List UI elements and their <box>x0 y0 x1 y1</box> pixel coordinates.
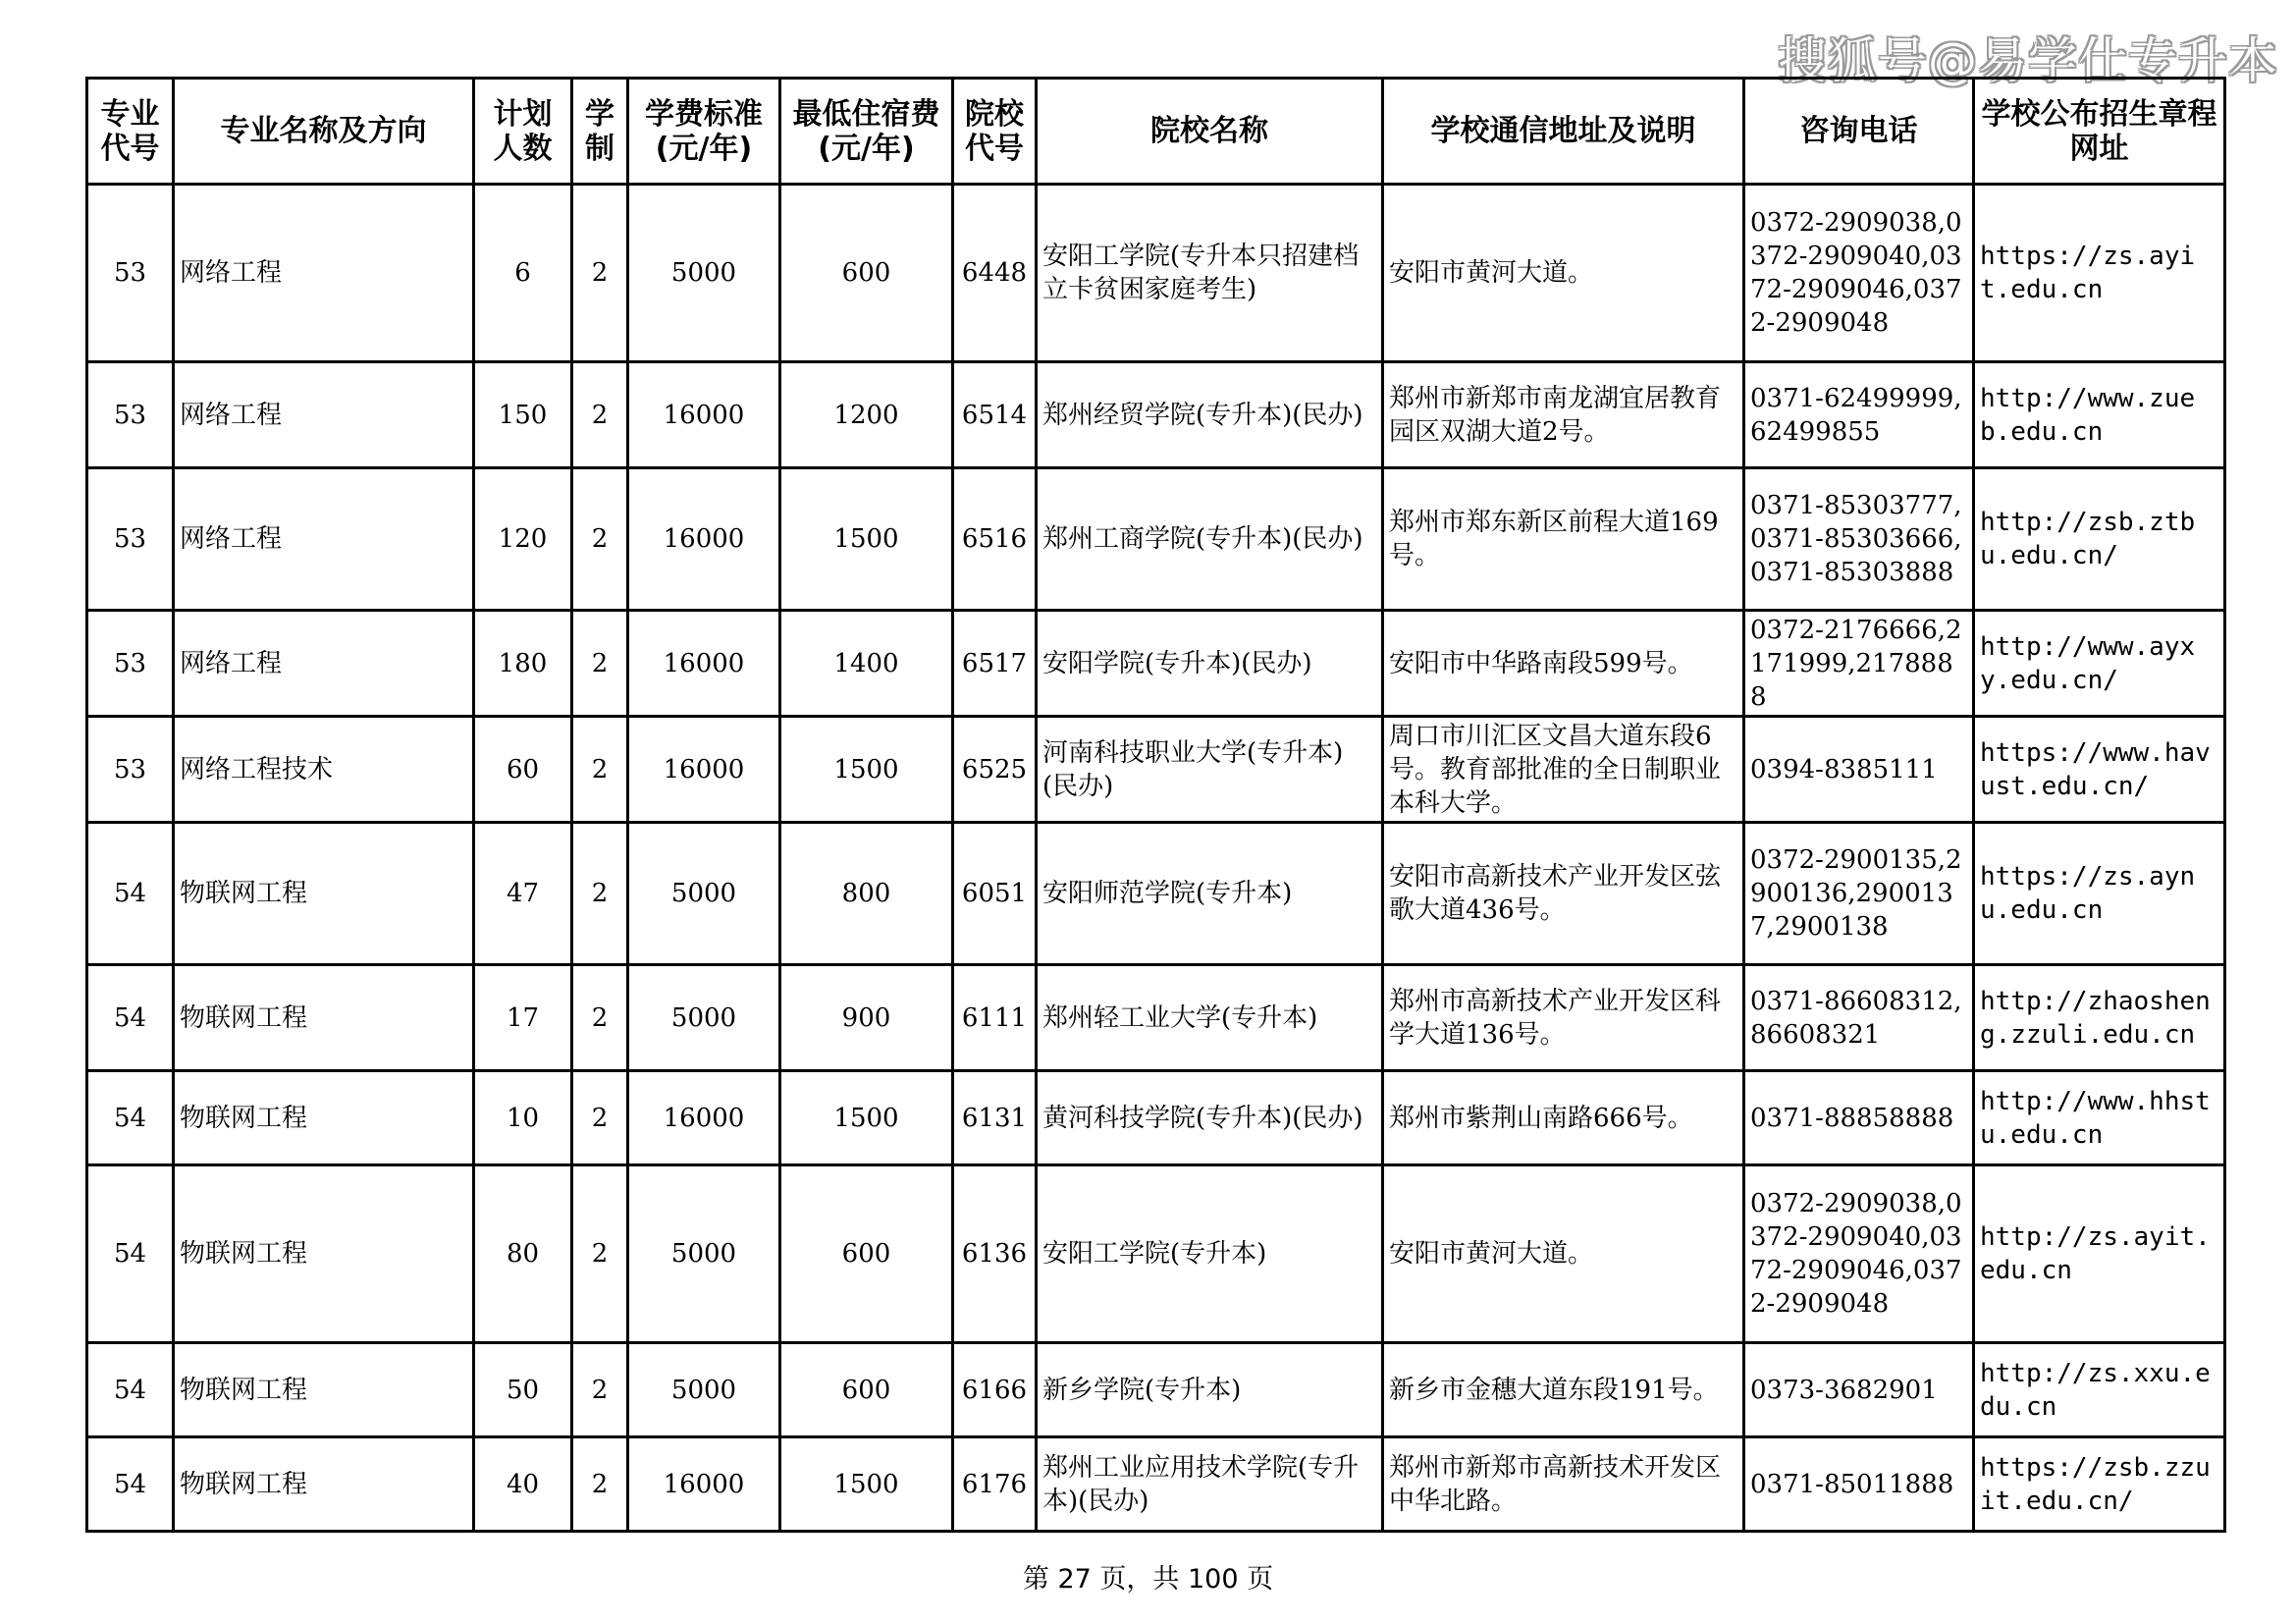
cell-plan: 6 <box>474 185 572 362</box>
cell-code: 54 <box>87 1437 174 1532</box>
cell-years: 2 <box>572 611 628 717</box>
cell-code: 53 <box>87 185 174 362</box>
cell-years: 2 <box>572 1071 628 1165</box>
table-row <box>87 1437 2225 1532</box>
cell-dorm: 600 <box>780 1343 953 1437</box>
cell-school-code: 6517 <box>953 611 1037 717</box>
cell-school: 郑州工业应用技术学院(专升本)(民办) <box>1037 1437 1383 1532</box>
cell-school-code: 6176 <box>953 1437 1037 1532</box>
cell-phone: 0371-88858888 <box>1744 1071 1974 1165</box>
cell-school: 郑州工商学院(专升本)(民办) <box>1037 468 1383 611</box>
cell-major: 物联网工程 <box>174 1165 474 1343</box>
cell-dorm: 1500 <box>780 1071 953 1165</box>
cell-plan: 10 <box>474 1071 572 1165</box>
cell-tuition: 5000 <box>628 185 780 362</box>
table-row <box>87 1165 2225 1343</box>
cell-tuition: 5000 <box>628 1165 780 1343</box>
header-dorm: 最低住宿费(元/年) <box>780 79 953 185</box>
cell-address: 周口市川汇区文昌大道东段6号。教育部批准的全日制职业本科大学。 <box>1383 717 1744 823</box>
table-row <box>87 468 2225 611</box>
cell-tuition: 16000 <box>628 468 780 611</box>
cell-school: 郑州经贸学院(专升本)(民办) <box>1037 362 1383 468</box>
cell-school: 安阳师范学院(专升本) <box>1037 823 1383 965</box>
header-school: 院校名称 <box>1037 79 1383 185</box>
cell-tuition: 16000 <box>628 717 780 823</box>
cell-code: 53 <box>87 362 174 468</box>
cell-url: http://www.ayxy.edu.cn/ <box>1974 611 2225 717</box>
cell-address: 郑州市高新技术产业开发区科学大道136号。 <box>1383 965 1744 1071</box>
cell-plan: 17 <box>474 965 572 1071</box>
cell-url: http://zs.ayit.edu.cn <box>1974 1165 2225 1343</box>
cell-code: 53 <box>87 468 174 611</box>
cell-dorm: 600 <box>780 1165 953 1343</box>
cell-address: 郑州市新郑市高新技术开发区中华北路。 <box>1383 1437 1744 1532</box>
cell-years: 2 <box>572 362 628 468</box>
cell-years: 2 <box>572 185 628 362</box>
cell-dorm: 900 <box>780 965 953 1071</box>
cell-phone: 0372-2909038,0372-2909040,0372-2909046,0372-2909048 <box>1744 185 1974 362</box>
cell-phone: 0371-86608312,86608321 <box>1744 965 1974 1071</box>
cell-years: 2 <box>572 965 628 1071</box>
table-row <box>87 965 2225 1071</box>
cell-school-code: 6525 <box>953 717 1037 823</box>
header-major: 专业名称及方向 <box>174 79 474 185</box>
cell-code: 54 <box>87 1343 174 1437</box>
table-row <box>87 185 2225 362</box>
cell-address: 安阳市高新技术产业开发区弦歌大道436号。 <box>1383 823 1744 965</box>
cell-url: http://zhaosheng.zzuli.edu.cn <box>1974 965 2225 1071</box>
cell-plan: 40 <box>474 1437 572 1532</box>
cell-school: 安阳工学院(专升本) <box>1037 1165 1383 1343</box>
cell-address: 新乡市金穗大道东段191号。 <box>1383 1343 1744 1437</box>
cell-code: 54 <box>87 1071 174 1165</box>
cell-address: 安阳市黄河大道。 <box>1383 185 1744 362</box>
cell-dorm: 600 <box>780 185 953 362</box>
cell-phone: 0371-62499999,62499855 <box>1744 362 1974 468</box>
table-row <box>87 611 2225 717</box>
cell-phone: 0371-85303777,0371-85303666,0371-85303888 <box>1744 468 1974 611</box>
cell-tuition: 16000 <box>628 362 780 468</box>
cell-phone: 0372-2909038,0372-2909040,0372-2909046,0372-2909048 <box>1744 1165 1974 1343</box>
cell-tuition: 5000 <box>628 1343 780 1437</box>
header-url: 学校公布招生章程网址 <box>1974 79 2225 185</box>
cell-major: 物联网工程 <box>174 1437 474 1532</box>
header-address: 学校通信地址及说明 <box>1383 79 1744 185</box>
table-row <box>87 362 2225 468</box>
cell-tuition: 16000 <box>628 611 780 717</box>
cell-code: 54 <box>87 965 174 1071</box>
cell-address: 安阳市中华路南段599号。 <box>1383 611 1744 717</box>
page-footer: 第 27 页，共 100 页 <box>1022 1564 1274 1595</box>
table-row <box>87 1343 2225 1437</box>
cell-school-code: 6136 <box>953 1165 1037 1343</box>
cell-address: 安阳市黄河大道。 <box>1383 1165 1744 1343</box>
cell-school-code: 6514 <box>953 362 1037 468</box>
table-row <box>87 1071 2225 1165</box>
cell-plan: 60 <box>474 717 572 823</box>
header-tuition: 学费标准(元/年) <box>628 79 780 185</box>
cell-code: 53 <box>87 717 174 823</box>
cell-major: 网络工程技术 <box>174 717 474 823</box>
cell-plan: 180 <box>474 611 572 717</box>
cell-phone: 0372-2176666,2171999,2178888 <box>1744 611 1974 717</box>
watermark-text: 搜狐号@易学仕专升本 <box>1778 32 2278 89</box>
cell-school: 郑州轻工业大学(专升本) <box>1037 965 1383 1071</box>
cell-plan: 50 <box>474 1343 572 1437</box>
header-plan: 计划人数 <box>474 79 572 185</box>
cell-major: 网络工程 <box>174 611 474 717</box>
cell-address: 郑州市郑东新区前程大道169号。 <box>1383 468 1744 611</box>
cell-years: 2 <box>572 468 628 611</box>
admission-table <box>85 77 2226 1533</box>
cell-major: 物联网工程 <box>174 823 474 965</box>
header-years: 学制 <box>572 79 628 185</box>
cell-school: 安阳学院(专升本)(民办) <box>1037 611 1383 717</box>
cell-major: 网络工程 <box>174 185 474 362</box>
cell-school: 黄河科技学院(专升本)(民办) <box>1037 1071 1383 1165</box>
table-row <box>87 717 2225 823</box>
cell-years: 2 <box>572 1437 628 1532</box>
cell-school-code: 6448 <box>953 185 1037 362</box>
cell-dorm: 1200 <box>780 362 953 468</box>
cell-code: 54 <box>87 823 174 965</box>
cell-dorm: 1400 <box>780 611 953 717</box>
cell-phone: 0394-8385111 <box>1744 717 1974 823</box>
cell-url: http://zsb.ztbu.edu.cn/ <box>1974 468 2225 611</box>
header-school-code: 院校代号 <box>953 79 1037 185</box>
cell-phone: 0372-2900135,2900136,2900137,2900138 <box>1744 823 1974 965</box>
cell-major: 网络工程 <box>174 468 474 611</box>
table-header-row <box>87 79 2225 185</box>
cell-tuition: 5000 <box>628 823 780 965</box>
cell-dorm: 1500 <box>780 468 953 611</box>
cell-url: http://www.hhstu.edu.cn <box>1974 1071 2225 1165</box>
cell-plan: 47 <box>474 823 572 965</box>
cell-url: http://zs.xxu.edu.cn <box>1974 1343 2225 1437</box>
header-code: 专业代号 <box>87 79 174 185</box>
cell-school-code: 6111 <box>953 965 1037 1071</box>
cell-phone: 0373-3682901 <box>1744 1343 1974 1437</box>
table-row <box>87 823 2225 965</box>
cell-plan: 80 <box>474 1165 572 1343</box>
cell-tuition: 16000 <box>628 1071 780 1165</box>
cell-school: 新乡学院(专升本) <box>1037 1343 1383 1437</box>
cell-major: 网络工程 <box>174 362 474 468</box>
cell-address: 郑州市新郑市南龙湖宜居教育园区双湖大道2号。 <box>1383 362 1744 468</box>
cell-school-code: 6166 <box>953 1343 1037 1437</box>
cell-school: 安阳工学院(专升本只招建档立卡贫困家庭考生) <box>1037 185 1383 362</box>
cell-plan: 120 <box>474 468 572 611</box>
cell-tuition: 5000 <box>628 965 780 1071</box>
cell-school: 河南科技职业大学(专升本)(民办) <box>1037 717 1383 823</box>
cell-phone: 0371-85011888 <box>1744 1437 1974 1532</box>
cell-tuition: 16000 <box>628 1437 780 1532</box>
cell-dorm: 800 <box>780 823 953 965</box>
cell-code: 54 <box>87 1165 174 1343</box>
cell-school-code: 6516 <box>953 468 1037 611</box>
cell-dorm: 1500 <box>780 717 953 823</box>
cell-address: 郑州市紫荆山南路666号。 <box>1383 1071 1744 1165</box>
cell-major: 物联网工程 <box>174 965 474 1071</box>
cell-url: https://zs.aynu.edu.cn <box>1974 823 2225 965</box>
cell-code: 53 <box>87 611 174 717</box>
cell-url: http://www.zueb.edu.cn <box>1974 362 2225 468</box>
cell-major: 物联网工程 <box>174 1071 474 1165</box>
header-phone: 咨询电话 <box>1744 79 1974 185</box>
cell-years: 2 <box>572 823 628 965</box>
cell-years: 2 <box>572 717 628 823</box>
cell-url: https://zsb.zzuit.edu.cn/ <box>1974 1437 2225 1532</box>
cell-url: https://zs.ayit.edu.cn <box>1974 185 2225 362</box>
cell-dorm: 1500 <box>780 1437 953 1532</box>
cell-url: https://www.havust.edu.cn/ <box>1974 717 2225 823</box>
cell-school-code: 6131 <box>953 1071 1037 1165</box>
cell-major: 物联网工程 <box>174 1343 474 1437</box>
cell-years: 2 <box>572 1165 628 1343</box>
cell-school-code: 6051 <box>953 823 1037 965</box>
cell-plan: 150 <box>474 362 572 468</box>
cell-years: 2 <box>572 1343 628 1437</box>
